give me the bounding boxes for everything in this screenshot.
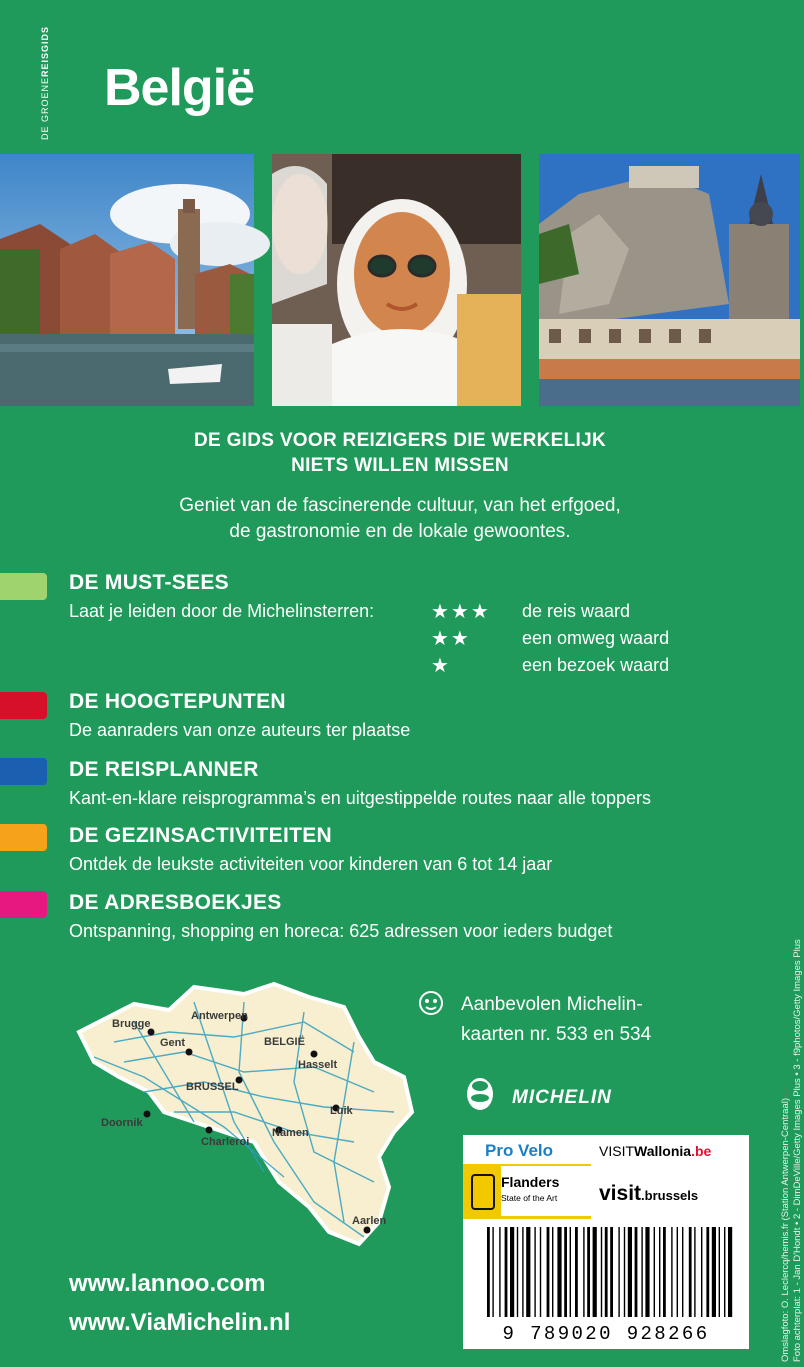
barcode-bars <box>463 1219 749 1319</box>
color-bar-blue <box>0 758 47 785</box>
barcode-bar <box>526 1227 530 1317</box>
barcode-bar <box>635 1227 638 1317</box>
intro-text: Geniet van de fascinerende cultuur, van het erfgoed, de gastronomie en de lokale gewoontes. <box>179 495 621 542</box>
barcode-bar <box>564 1227 567 1317</box>
barcode-bar <box>724 1227 725 1317</box>
barcode-bar <box>510 1227 514 1317</box>
barcode-bar <box>593 1227 597 1317</box>
barcode-bar <box>487 1227 490 1317</box>
barcode-bar <box>701 1227 702 1317</box>
photo-gilles-carnival <box>272 154 521 406</box>
barcode-bar <box>517 1227 518 1317</box>
star-icons-2: ★★ <box>431 628 471 650</box>
series-spine-label: DE GROENEREISGIDS <box>40 25 50 140</box>
barcode-bar <box>583 1227 584 1317</box>
barcode-bar <box>659 1227 660 1317</box>
feature-title: DE MUST-SEES <box>69 571 229 594</box>
visitbrussels-logo: visit.brussels <box>599 1182 699 1205</box>
star-icons-3: ★★★ <box>431 601 491 623</box>
michelin-wordmark: MICHELIN <box>512 1087 612 1108</box>
rating-label: een bezoek waard <box>522 655 670 675</box>
barcode-bar <box>540 1227 541 1317</box>
rating-label: de reis waard <box>522 601 631 621</box>
flanders-lion-icon <box>471 1174 495 1210</box>
feature-desc: Ontdek de leukste activiteiten voor kinderen van 6 tot 14 jaar <box>69 854 553 874</box>
barcode-bar <box>557 1227 561 1317</box>
barcode-bar <box>712 1227 716 1317</box>
map-label-aarlen: Aarlen <box>352 1215 387 1227</box>
barcode-bar <box>663 1227 666 1317</box>
color-bar-green <box>0 573 47 600</box>
barcode-bar <box>570 1227 571 1317</box>
color-bar-orange <box>0 824 47 851</box>
color-bar-red <box>0 692 47 719</box>
sponsor-logos <box>463 1135 749 1219</box>
map-label-charleroi: Charleroi <box>201 1136 250 1148</box>
barcode-bar <box>492 1227 493 1317</box>
book-title: België <box>104 59 255 117</box>
barcode-bar <box>706 1227 709 1317</box>
feature-desc: Ontspanning, shopping en horeca: 625 adressen voor ieders budget <box>69 921 613 941</box>
isbn-barcode <box>463 1219 749 1349</box>
michelin-logo <box>462 1076 652 1117</box>
barcode-bar <box>671 1227 672 1317</box>
url-lannoo[interactable]: www.lannoo.com <box>69 1270 266 1297</box>
barcode-bar <box>610 1227 613 1317</box>
photo-dinant-citadel <box>539 154 800 406</box>
visitwallonia-logo: VISITWallonia.be <box>599 1143 712 1159</box>
flanders-logo-box: Flanders State of the Art <box>463 1164 591 1219</box>
map-label-brugge: Brugge <box>112 1018 151 1030</box>
barcode-bar <box>575 1227 578 1317</box>
michelin-map-icon <box>418 990 444 1021</box>
feature-desc: Kant-en-klare reisprogramma’s en uitgestippelde routes naar alle toppers <box>69 788 651 808</box>
map-label-antwerpen: Antwerpen <box>191 1010 248 1022</box>
barcode-bar <box>689 1227 692 1317</box>
color-bar-pink <box>0 891 47 918</box>
barcode-bar <box>645 1227 649 1317</box>
isbn-number: 9 789020 928266 <box>502 1323 710 1345</box>
url-viamichelin[interactable]: www.ViaMichelin.nl <box>69 1309 291 1336</box>
map-recommendation: Aanbevolen Michelin- kaarten nr. 533 en 534 <box>461 994 652 1045</box>
feature-title: DE REISPLANNER <box>69 758 259 781</box>
barcode-bar <box>618 1227 619 1317</box>
barcode-bar <box>505 1227 508 1317</box>
barcode-bar <box>522 1227 523 1317</box>
barcode-bar <box>499 1227 500 1317</box>
barcode-bar <box>587 1227 590 1317</box>
barcode-bar <box>534 1227 535 1317</box>
rating-label: een omweg waard <box>522 628 670 648</box>
photo-brugge-canal <box>0 154 254 406</box>
barcode-bar <box>628 1227 632 1317</box>
barcode-bar <box>552 1227 553 1317</box>
feature-title: DE HOOGTEPUNTEN <box>69 690 286 713</box>
barcode-bar <box>694 1227 695 1317</box>
map-label-brussel: BRUSSEL <box>186 1081 239 1093</box>
map-label-belgie: BELGIË <box>264 1036 305 1048</box>
barcode-bar <box>641 1227 642 1317</box>
feature-title: DE ADRESBOEKJES <box>69 891 282 914</box>
map-label-gent: Gent <box>160 1037 186 1049</box>
barcode-bar <box>605 1227 608 1317</box>
belgium-map <box>74 982 414 1257</box>
barcode-bar <box>654 1227 655 1317</box>
feature-desc: Laat je leiden door de Michelinsterren: <box>69 601 375 621</box>
map-label-namen: Namen <box>272 1127 309 1139</box>
barcode-bar <box>719 1227 720 1317</box>
barcode-bar <box>547 1227 550 1317</box>
map-label-hasselt: Hasselt <box>298 1059 338 1071</box>
map-label-luik: Luik <box>330 1105 353 1117</box>
barcode-bar <box>624 1227 625 1317</box>
barcode-bar <box>728 1227 732 1317</box>
star-icons-1: ★ <box>431 655 451 677</box>
map-label-doornik: Doornik <box>101 1117 143 1129</box>
photo-strip <box>0 154 800 406</box>
photo-credits: Omslagfoto: O. Leclercq/hemis.fr (Station Antwerpen-Centraal) Foto achterplat: 1 - Jan D'Hondt • 2 - DimDeVille/Getty Images Plus • 3 - f9photos/Getty Images Plus <box>780 939 803 1362</box>
feature-desc: De aanraders van onze auteurs ter plaatse <box>69 720 411 740</box>
feature-title: DE GEZINSACTIVITEITEN <box>69 824 332 847</box>
provelo-logo: Pro Velo <box>485 1141 554 1160</box>
barcode-bar <box>677 1227 678 1317</box>
tagline: DE GIDS VOOR REIZIGERS DIE WERKELIJK NIETS WILLEN MISSEN <box>194 430 606 476</box>
barcode-bar <box>682 1227 683 1317</box>
barcode-bar <box>601 1227 602 1317</box>
